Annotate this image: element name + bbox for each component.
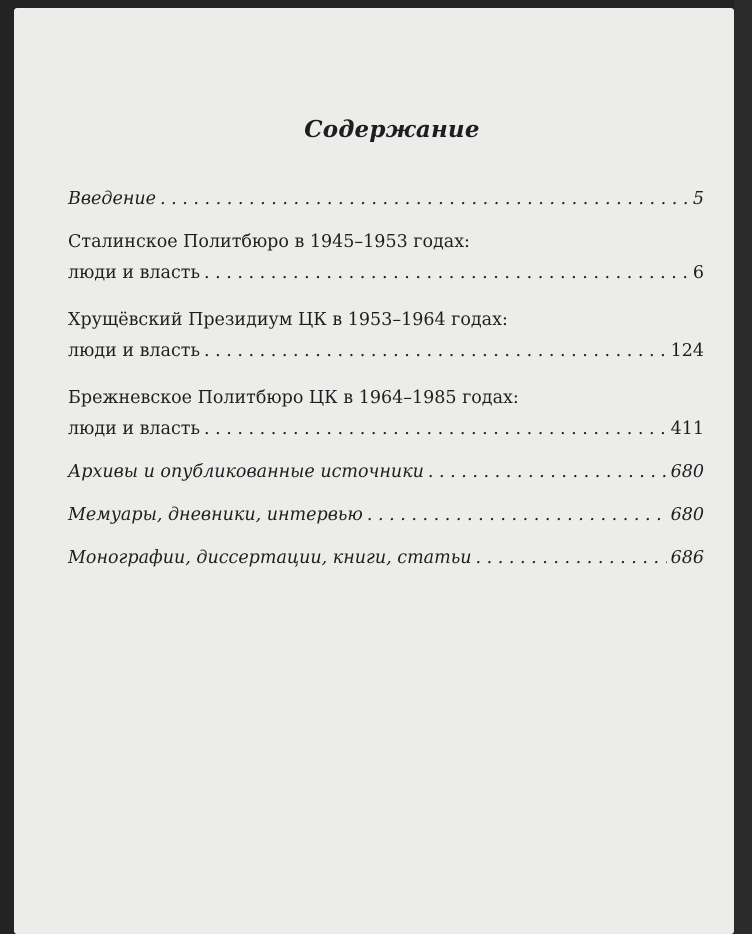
toc-entry-title: Мемуары, дневники, интервью bbox=[68, 505, 363, 525]
toc-entry-title: Брежневское Политбюро ЦК в 1964–1985 годах: bbox=[68, 388, 519, 408]
toc-entry-stalin-politburo bbox=[68, 227, 704, 289]
toc-page-number: 411 bbox=[670, 419, 704, 439]
dot-leader bbox=[204, 258, 689, 289]
book-edge-shadow bbox=[734, 0, 752, 934]
toc-entry-introduction bbox=[68, 184, 704, 215]
dot-leader bbox=[367, 500, 667, 531]
table-of-contents bbox=[68, 184, 704, 574]
dot-leader bbox=[476, 543, 667, 574]
toc-entry-title: Монографии, диссертации, книги, статьи bbox=[68, 548, 472, 568]
toc-page-number: 686 bbox=[670, 548, 704, 568]
toc-entry-monographs bbox=[68, 543, 704, 574]
toc-entry-subtitle: люди и власть bbox=[68, 263, 200, 283]
dot-leader bbox=[204, 414, 667, 445]
toc-entry-archives bbox=[68, 457, 704, 488]
page-title: Содержание bbox=[304, 116, 480, 143]
toc-page-number: 124 bbox=[670, 341, 704, 361]
dot-leader bbox=[428, 457, 667, 488]
toc-entry-khrushchev-presidium bbox=[68, 305, 704, 367]
toc-page-number: 680 bbox=[670, 462, 704, 482]
toc-page-number: 6 bbox=[692, 263, 704, 283]
toc-entry-subtitle: люди и власть bbox=[68, 419, 200, 439]
toc-entry-subtitle: люди и власть bbox=[68, 341, 200, 361]
toc-entry-memoirs bbox=[68, 500, 704, 531]
toc-entry-brezhnev-politburo bbox=[68, 383, 704, 445]
book-page bbox=[14, 8, 734, 934]
dot-leader bbox=[160, 184, 689, 215]
toc-entry-title: Хрущёвский Президиум ЦК в 1953–1964 годах: bbox=[68, 310, 508, 330]
toc-entry-title: Сталинское Политбюро в 1945–1953 годах: bbox=[68, 232, 470, 252]
toc-page-number: 680 bbox=[670, 505, 704, 525]
toc-entry-title: Архивы и опубликованные источники bbox=[68, 462, 424, 482]
dot-leader bbox=[204, 336, 667, 367]
toc-entry-title: Введение bbox=[68, 189, 157, 209]
toc-page-number: 5 bbox=[692, 189, 704, 209]
